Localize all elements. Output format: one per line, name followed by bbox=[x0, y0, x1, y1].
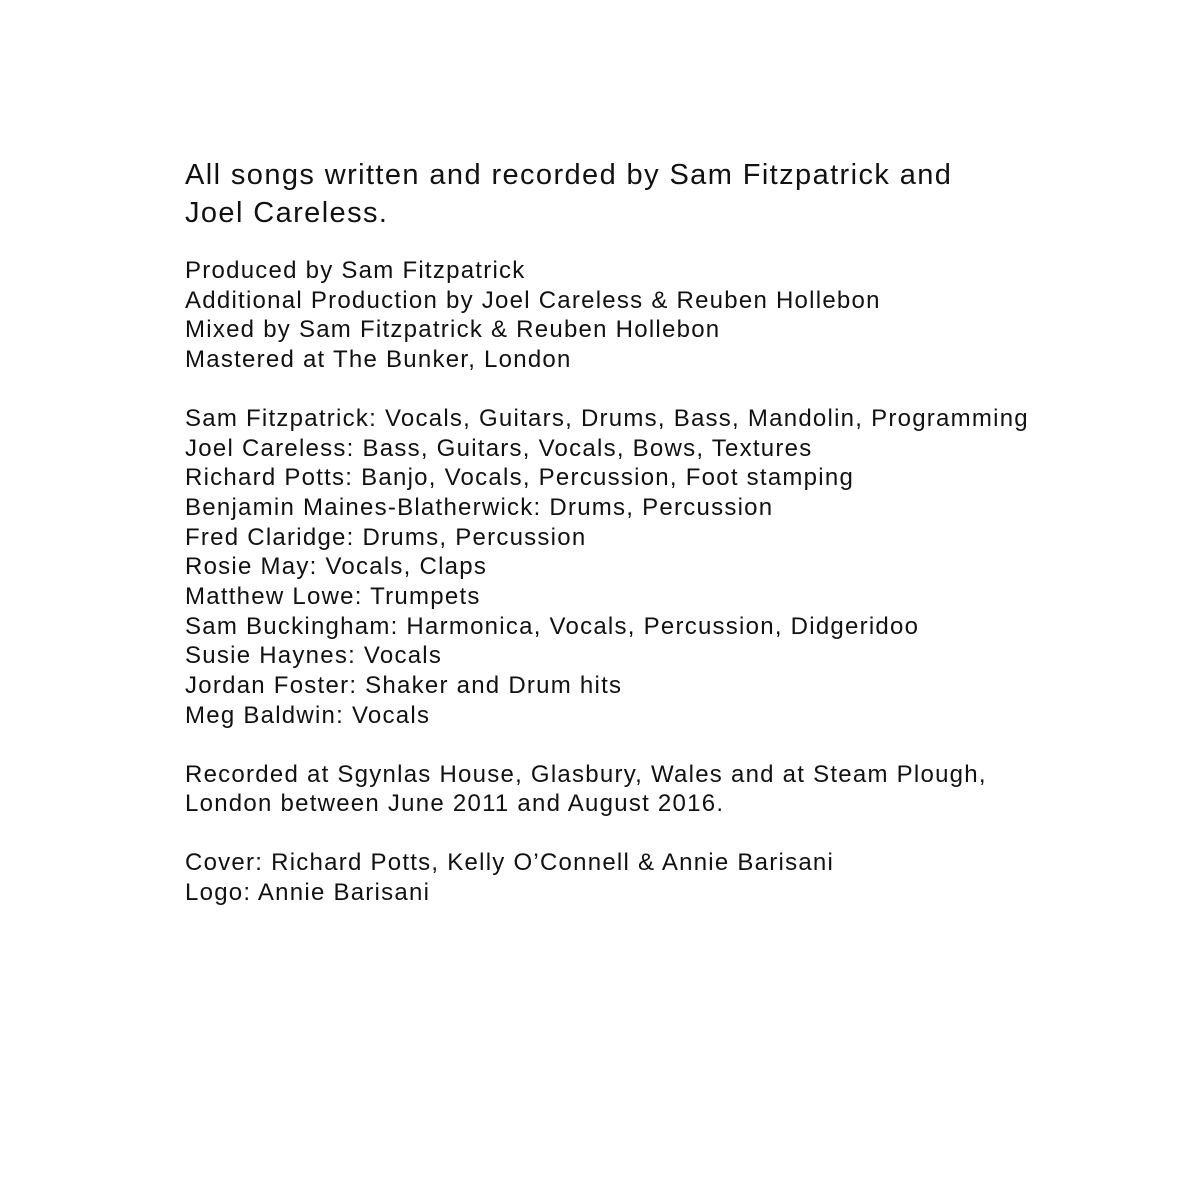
musician-line: Richard Potts: Banjo, Vocals, Percussion, Foot stamping bbox=[185, 464, 855, 492]
musician-line: Meg Baldwin: Vocals bbox=[185, 701, 431, 729]
credit-line: Mastered at The Bunker, London bbox=[185, 346, 572, 374]
production-credits bbox=[185, 256, 1165, 375]
credit-line: Additional Production by Joel Careless & Reuben Hollebon bbox=[185, 286, 881, 314]
musician-line: Matthew Lowe: Trumpets bbox=[185, 583, 481, 611]
credit-line: Produced by Sam Fitzpatrick bbox=[185, 257, 526, 284]
artwork-line: Cover: Richard Potts, Kelly O’Connell & Annie Barisani bbox=[185, 848, 835, 876]
musician-line: Jordan Foster: Shaker and Drum hits bbox=[185, 672, 623, 700]
musician-line: Fred Claridge: Drums, Percussion bbox=[185, 523, 587, 551]
artwork-credits bbox=[185, 848, 1165, 907]
songwriting-line: All songs written and recorded by Sam Fitzpatrick and bbox=[185, 159, 953, 191]
recording-line: London between June 2011 and August 2016. bbox=[185, 790, 725, 818]
songwriting-line: Joel Careless. bbox=[185, 197, 389, 229]
credit-line: Mixed by Sam Fitzpatrick & Reuben Hollebon bbox=[185, 316, 721, 344]
liner-notes-content bbox=[185, 156, 1165, 907]
songwriting-statement bbox=[185, 156, 1165, 232]
musician-line: Benjamin Maines-Blatherwick: Drums, Percussion bbox=[185, 493, 774, 521]
musician-credits bbox=[185, 404, 1165, 731]
musician-line: Joel Careless: Bass, Guitars, Vocals, Bows, Textures bbox=[185, 434, 813, 462]
recording-line: Recorded at Sgynlas House, Glasbury, Wales and at Steam Plough, bbox=[185, 760, 987, 788]
recording-location bbox=[185, 760, 1165, 819]
musician-line: Susie Haynes: Vocals bbox=[185, 642, 443, 670]
musician-line: Sam Fitzpatrick: Vocals, Guitars, Drums, Bass, Mandolin, Programming bbox=[185, 404, 1029, 432]
artwork-line: Logo: Annie Barisani bbox=[185, 878, 431, 906]
musician-line: Sam Buckingham: Harmonica, Vocals, Percussion, Didgeridoo bbox=[185, 612, 920, 640]
musician-line: Rosie May: Vocals, Claps bbox=[185, 553, 488, 581]
